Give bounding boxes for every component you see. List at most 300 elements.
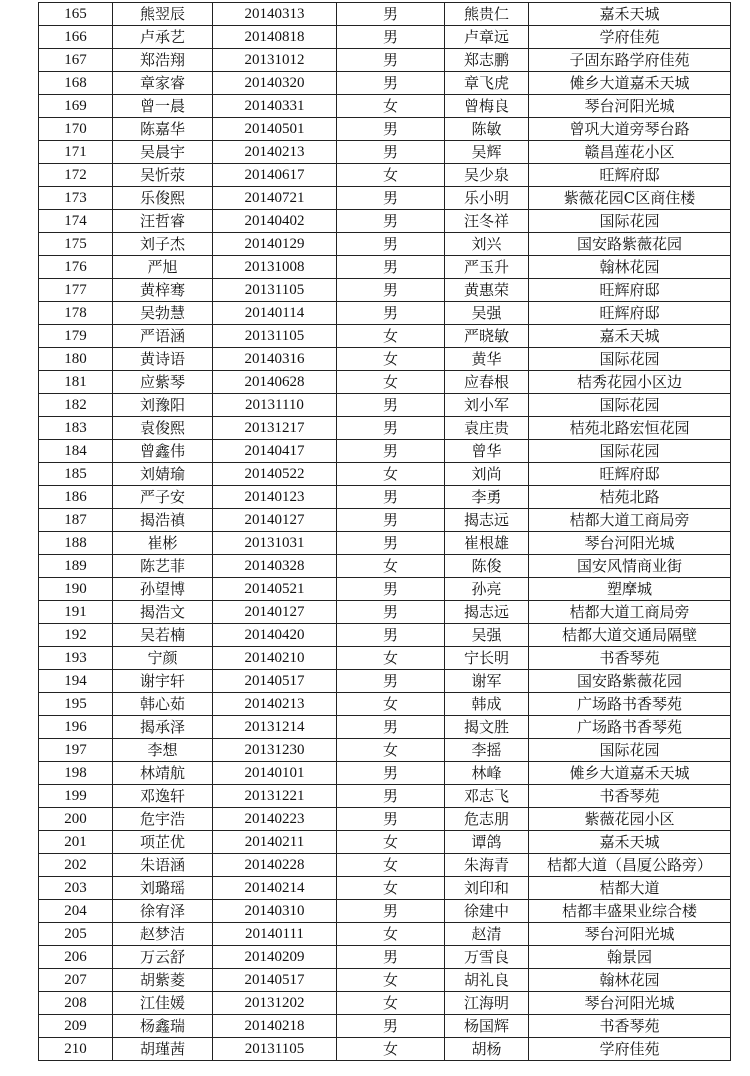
table-row (39, 808, 731, 831)
address-cell: 国安风情商业街 (529, 555, 731, 578)
address-cell: 琴台河阳光城 (529, 532, 731, 555)
gender-cell: 女 (337, 164, 445, 187)
address-cell: 桔都大道 (529, 877, 731, 900)
gender-cell: 男 (337, 1015, 445, 1038)
row-number-cell: 205 (39, 923, 113, 946)
guardian-name-cell: 汪冬祥 (445, 210, 529, 233)
gender-cell: 男 (337, 72, 445, 95)
birth-date-cell: 20140328 (213, 555, 337, 578)
row-number-cell: 187 (39, 509, 113, 532)
birth-date-cell: 20131031 (213, 532, 337, 555)
student-name-cell: 严语涵 (113, 325, 213, 348)
table-row (39, 969, 731, 992)
student-name-cell: 吴忻荥 (113, 164, 213, 187)
gender-cell: 女 (337, 371, 445, 394)
address-cell: 嘉禾天城 (529, 325, 731, 348)
gender-cell: 男 (337, 394, 445, 417)
gender-cell: 男 (337, 716, 445, 739)
gender-cell: 女 (337, 854, 445, 877)
gender-cell: 男 (337, 302, 445, 325)
table-row (39, 3, 731, 26)
table-row (39, 371, 731, 394)
gender-cell: 男 (337, 233, 445, 256)
guardian-name-cell: 揭志远 (445, 601, 529, 624)
guardian-name-cell: 袁庄贵 (445, 417, 529, 440)
student-name-cell: 危宇浩 (113, 808, 213, 831)
birth-date-cell: 20140721 (213, 187, 337, 210)
row-number-cell: 198 (39, 762, 113, 785)
table-row (39, 118, 731, 141)
row-number-cell: 201 (39, 831, 113, 854)
birth-date-cell: 20131105 (213, 1038, 337, 1061)
guardian-name-cell: 胡礼良 (445, 969, 529, 992)
student-name-cell: 汪哲睿 (113, 210, 213, 233)
birth-date-cell: 20140213 (213, 693, 337, 716)
row-number-cell: 182 (39, 394, 113, 417)
address-cell: 广场路书香琴苑 (529, 693, 731, 716)
table-row (39, 348, 731, 371)
address-cell: 子固东路学府佳苑 (529, 49, 731, 72)
table-row (39, 946, 731, 969)
table-row (39, 900, 731, 923)
table-row (39, 256, 731, 279)
table-row (39, 26, 731, 49)
table-row (39, 624, 731, 647)
birth-date-cell: 20131217 (213, 417, 337, 440)
table-row (39, 463, 731, 486)
table-row (39, 233, 731, 256)
birth-date-cell: 20140228 (213, 854, 337, 877)
row-number-cell: 170 (39, 118, 113, 141)
address-cell: 桔苑北路宏恒花园 (529, 417, 731, 440)
table-row (39, 923, 731, 946)
table-row (39, 49, 731, 72)
student-name-cell: 孙望博 (113, 578, 213, 601)
row-number-cell: 178 (39, 302, 113, 325)
student-name-cell: 陈嘉华 (113, 118, 213, 141)
address-cell: 桔都大道（昌厦公路旁） (529, 854, 731, 877)
birth-date-cell: 20140517 (213, 670, 337, 693)
row-number-cell: 196 (39, 716, 113, 739)
row-number-cell: 186 (39, 486, 113, 509)
student-name-cell: 邓逸轩 (113, 785, 213, 808)
row-number-cell: 194 (39, 670, 113, 693)
birth-date-cell: 20140522 (213, 463, 337, 486)
student-name-cell: 谢宇轩 (113, 670, 213, 693)
address-cell: 嘉禾天城 (529, 831, 731, 854)
guardian-name-cell: 熊贵仁 (445, 3, 529, 26)
row-number-cell: 183 (39, 417, 113, 440)
table-row (39, 164, 731, 187)
table-row (39, 877, 731, 900)
guardian-name-cell: 谢军 (445, 670, 529, 693)
table-row (39, 95, 731, 118)
birth-date-cell: 20140316 (213, 348, 337, 371)
address-cell: 翰景园 (529, 946, 731, 969)
gender-cell: 女 (337, 923, 445, 946)
address-cell: 广场路书香琴苑 (529, 716, 731, 739)
row-number-cell: 176 (39, 256, 113, 279)
address-cell: 桔都丰盛果业综合楼 (529, 900, 731, 923)
student-name-cell: 李想 (113, 739, 213, 762)
row-number-cell: 197 (39, 739, 113, 762)
address-cell: 桔都大道工商局旁 (529, 509, 731, 532)
gender-cell: 男 (337, 624, 445, 647)
gender-cell: 女 (337, 325, 445, 348)
table-row (39, 1038, 731, 1061)
birth-date-cell: 20140218 (213, 1015, 337, 1038)
student-name-cell: 章家睿 (113, 72, 213, 95)
student-name-cell: 赵梦洁 (113, 923, 213, 946)
student-name-cell: 陈艺菲 (113, 555, 213, 578)
address-cell: 翰林花园 (529, 256, 731, 279)
row-number-cell: 207 (39, 969, 113, 992)
birth-date-cell: 20131214 (213, 716, 337, 739)
address-cell: 桔秀花园小区边 (529, 371, 731, 394)
guardian-name-cell: 李勇 (445, 486, 529, 509)
birth-date-cell: 20140521 (213, 578, 337, 601)
student-name-cell: 曾鑫伟 (113, 440, 213, 463)
birth-date-cell: 20140209 (213, 946, 337, 969)
guardian-name-cell: 黄惠荣 (445, 279, 529, 302)
gender-cell: 男 (337, 3, 445, 26)
gender-cell: 女 (337, 693, 445, 716)
address-cell: 国际花园 (529, 210, 731, 233)
student-name-cell: 乐俊熙 (113, 187, 213, 210)
row-number-cell: 202 (39, 854, 113, 877)
guardian-name-cell: 徐建中 (445, 900, 529, 923)
student-name-cell: 郑浩翔 (113, 49, 213, 72)
table-row (39, 992, 731, 1015)
gender-cell: 男 (337, 578, 445, 601)
row-number-cell: 166 (39, 26, 113, 49)
guardian-name-cell: 严玉升 (445, 256, 529, 279)
guardian-name-cell: 刘小军 (445, 394, 529, 417)
row-number-cell: 192 (39, 624, 113, 647)
address-cell: 国际花园 (529, 394, 731, 417)
student-name-cell: 揭浩文 (113, 601, 213, 624)
gender-cell: 女 (337, 739, 445, 762)
guardian-name-cell: 应春根 (445, 371, 529, 394)
address-cell: 琴台河阳光城 (529, 95, 731, 118)
gender-cell: 男 (337, 486, 445, 509)
birth-date-cell: 20140628 (213, 371, 337, 394)
address-cell: 紫薇花园小区 (529, 808, 731, 831)
row-number-cell: 195 (39, 693, 113, 716)
birth-date-cell: 20140402 (213, 210, 337, 233)
gender-cell: 男 (337, 210, 445, 233)
gender-cell: 男 (337, 279, 445, 302)
row-number-cell: 169 (39, 95, 113, 118)
row-number-cell: 199 (39, 785, 113, 808)
address-cell: 国际花园 (529, 440, 731, 463)
guardian-name-cell: 邓志飞 (445, 785, 529, 808)
address-cell: 曾巩大道旁琴台路 (529, 118, 731, 141)
birth-date-cell: 20140417 (213, 440, 337, 463)
student-name-cell: 黄诗语 (113, 348, 213, 371)
guardian-name-cell: 谭鸽 (445, 831, 529, 854)
birth-date-cell: 20140223 (213, 808, 337, 831)
table-row (39, 302, 731, 325)
guardian-name-cell: 刘印和 (445, 877, 529, 900)
row-number-cell: 180 (39, 348, 113, 371)
guardian-name-cell: 郑志鹏 (445, 49, 529, 72)
table-row (39, 532, 731, 555)
guardian-name-cell: 吴强 (445, 302, 529, 325)
guardian-name-cell: 朱海青 (445, 854, 529, 877)
row-number-cell: 173 (39, 187, 113, 210)
guardian-name-cell: 陈俊 (445, 555, 529, 578)
birth-date-cell: 20131105 (213, 279, 337, 302)
birth-date-cell: 20131105 (213, 325, 337, 348)
student-name-cell: 刘子杰 (113, 233, 213, 256)
guardian-name-cell: 韩成 (445, 693, 529, 716)
guardian-name-cell: 杨国辉 (445, 1015, 529, 1038)
address-cell: 塑摩城 (529, 578, 731, 601)
birth-date-cell: 20131221 (213, 785, 337, 808)
student-name-cell: 崔彬 (113, 532, 213, 555)
student-name-cell: 揭承泽 (113, 716, 213, 739)
birth-date-cell: 20140127 (213, 601, 337, 624)
gender-cell: 女 (337, 348, 445, 371)
birth-date-cell: 20140617 (213, 164, 337, 187)
gender-cell: 男 (337, 785, 445, 808)
guardian-name-cell: 黄华 (445, 348, 529, 371)
guardian-name-cell: 江海明 (445, 992, 529, 1015)
table-row (39, 762, 731, 785)
gender-cell: 女 (337, 1038, 445, 1061)
student-name-cell: 刘婧瑜 (113, 463, 213, 486)
student-name-cell: 吴晨宇 (113, 141, 213, 164)
student-name-cell: 严旭 (113, 256, 213, 279)
gender-cell: 男 (337, 601, 445, 624)
student-name-cell: 熊翌辰 (113, 3, 213, 26)
table-row (39, 716, 731, 739)
student-name-cell: 胡紫菱 (113, 969, 213, 992)
row-number-cell: 210 (39, 1038, 113, 1061)
gender-cell: 女 (337, 831, 445, 854)
row-number-cell: 171 (39, 141, 113, 164)
address-cell: 傩乡大道嘉禾天城 (529, 762, 731, 785)
guardian-name-cell: 刘尚 (445, 463, 529, 486)
birth-date-cell: 20131230 (213, 739, 337, 762)
row-number-cell: 191 (39, 601, 113, 624)
table-row (39, 279, 731, 302)
table-row (39, 509, 731, 532)
birth-date-cell: 20140129 (213, 233, 337, 256)
guardian-name-cell: 崔根雄 (445, 532, 529, 555)
table-row (39, 187, 731, 210)
student-name-cell: 袁俊熙 (113, 417, 213, 440)
address-cell: 嘉禾天城 (529, 3, 731, 26)
guardian-name-cell: 曾梅良 (445, 95, 529, 118)
student-name-cell: 吴勃慧 (113, 302, 213, 325)
row-number-cell: 177 (39, 279, 113, 302)
table-row (39, 670, 731, 693)
row-number-cell: 184 (39, 440, 113, 463)
table-row (39, 141, 731, 164)
table-row (39, 555, 731, 578)
student-name-cell: 宁颜 (113, 647, 213, 670)
birth-date-cell: 20140101 (213, 762, 337, 785)
address-cell: 旺辉府邸 (529, 164, 731, 187)
birth-date-cell: 20140313 (213, 3, 337, 26)
gender-cell: 女 (337, 95, 445, 118)
address-cell: 国安路紫薇花园 (529, 670, 731, 693)
address-cell: 赣昌莲花小区 (529, 141, 731, 164)
student-name-cell: 杨鑫瑞 (113, 1015, 213, 1038)
table-row (39, 210, 731, 233)
address-cell: 琴台河阳光城 (529, 923, 731, 946)
table-row (39, 440, 731, 463)
address-cell: 桔都大道工商局旁 (529, 601, 731, 624)
row-number-cell: 179 (39, 325, 113, 348)
table-row (39, 394, 731, 417)
address-cell: 学府佳苑 (529, 26, 731, 49)
birth-date-cell: 20131012 (213, 49, 337, 72)
guardian-name-cell: 孙亮 (445, 578, 529, 601)
birth-date-cell: 20140211 (213, 831, 337, 854)
table-row (39, 1015, 731, 1038)
table-row (39, 601, 731, 624)
address-cell: 国际花园 (529, 739, 731, 762)
student-name-cell: 刘璐瑶 (113, 877, 213, 900)
address-cell: 旺辉府邸 (529, 302, 731, 325)
address-cell: 桔苑北路 (529, 486, 731, 509)
birth-date-cell: 20140111 (213, 923, 337, 946)
gender-cell: 女 (337, 992, 445, 1015)
gender-cell: 女 (337, 555, 445, 578)
birth-date-cell: 20140114 (213, 302, 337, 325)
birth-date-cell: 20140310 (213, 900, 337, 923)
row-number-cell: 208 (39, 992, 113, 1015)
guardian-name-cell: 揭文胜 (445, 716, 529, 739)
row-number-cell: 206 (39, 946, 113, 969)
student-name-cell: 林靖航 (113, 762, 213, 785)
gender-cell: 男 (337, 49, 445, 72)
table-row (39, 578, 731, 601)
birth-date-cell: 20140331 (213, 95, 337, 118)
guardian-name-cell: 刘兴 (445, 233, 529, 256)
student-name-cell: 韩心茹 (113, 693, 213, 716)
birth-date-cell: 20140123 (213, 486, 337, 509)
table-row (39, 486, 731, 509)
row-number-cell: 172 (39, 164, 113, 187)
birth-date-cell: 20131008 (213, 256, 337, 279)
student-name-cell: 项芷优 (113, 831, 213, 854)
address-cell: 紫薇花园C区商住楼 (529, 187, 731, 210)
student-name-cell: 黄梓骞 (113, 279, 213, 302)
gender-cell: 男 (337, 26, 445, 49)
guardian-name-cell: 曾华 (445, 440, 529, 463)
birth-date-cell: 20140214 (213, 877, 337, 900)
guardian-name-cell: 吴强 (445, 624, 529, 647)
gender-cell: 女 (337, 969, 445, 992)
address-cell: 桔都大道交通局隔壁 (529, 624, 731, 647)
gender-cell: 男 (337, 440, 445, 463)
guardian-name-cell: 林峰 (445, 762, 529, 785)
address-cell: 翰林花园 (529, 969, 731, 992)
guardian-name-cell: 李摇 (445, 739, 529, 762)
student-name-cell: 江佳媛 (113, 992, 213, 1015)
row-number-cell: 185 (39, 463, 113, 486)
address-cell: 琴台河阳光城 (529, 992, 731, 1015)
student-name-cell: 万云舒 (113, 946, 213, 969)
row-number-cell: 174 (39, 210, 113, 233)
student-name-cell: 胡瑾茜 (113, 1038, 213, 1061)
gender-cell: 男 (337, 509, 445, 532)
row-number-cell: 189 (39, 555, 113, 578)
gender-cell: 男 (337, 808, 445, 831)
row-number-cell: 168 (39, 72, 113, 95)
guardian-name-cell: 宁长明 (445, 647, 529, 670)
address-cell: 国际花园 (529, 348, 731, 371)
guardian-name-cell: 严晓敏 (445, 325, 529, 348)
gender-cell: 男 (337, 141, 445, 164)
table-row (39, 325, 731, 348)
address-cell: 书香琴苑 (529, 785, 731, 808)
gender-cell: 男 (337, 670, 445, 693)
table-row (39, 647, 731, 670)
student-name-cell: 卢承艺 (113, 26, 213, 49)
gender-cell: 男 (337, 417, 445, 440)
birth-date-cell: 20140420 (213, 624, 337, 647)
guardian-name-cell: 万雪良 (445, 946, 529, 969)
birth-date-cell: 20140213 (213, 141, 337, 164)
row-number-cell: 209 (39, 1015, 113, 1038)
guardian-name-cell: 章飞虎 (445, 72, 529, 95)
row-number-cell: 175 (39, 233, 113, 256)
guardian-name-cell: 吴少泉 (445, 164, 529, 187)
table-row (39, 72, 731, 95)
student-name-cell: 吴若楠 (113, 624, 213, 647)
gender-cell: 男 (337, 762, 445, 785)
student-name-cell: 朱语涵 (113, 854, 213, 877)
address-cell: 旺辉府邸 (529, 279, 731, 302)
row-number-cell: 204 (39, 900, 113, 923)
gender-cell: 男 (337, 256, 445, 279)
row-number-cell: 188 (39, 532, 113, 555)
birth-date-cell: 20131202 (213, 992, 337, 1015)
gender-cell: 女 (337, 463, 445, 486)
address-cell: 旺辉府邸 (529, 463, 731, 486)
address-cell: 国安路紫薇花园 (529, 233, 731, 256)
guardian-name-cell: 赵清 (445, 923, 529, 946)
table-body (39, 3, 731, 1061)
birth-date-cell: 20140210 (213, 647, 337, 670)
gender-cell: 男 (337, 118, 445, 141)
birth-date-cell: 20131110 (213, 394, 337, 417)
student-name-cell: 严子安 (113, 486, 213, 509)
student-name-cell: 揭浩禛 (113, 509, 213, 532)
birth-date-cell: 20140818 (213, 26, 337, 49)
guardian-name-cell: 吴辉 (445, 141, 529, 164)
row-number-cell: 181 (39, 371, 113, 394)
birth-date-cell: 20140517 (213, 969, 337, 992)
row-number-cell: 165 (39, 3, 113, 26)
table-row (39, 417, 731, 440)
address-cell: 傩乡大道嘉禾天城 (529, 72, 731, 95)
address-cell: 书香琴苑 (529, 647, 731, 670)
gender-cell: 女 (337, 877, 445, 900)
birth-date-cell: 20140320 (213, 72, 337, 95)
guardian-name-cell: 危志朋 (445, 808, 529, 831)
table-row (39, 785, 731, 808)
student-name-cell: 应紫琴 (113, 371, 213, 394)
table-row (39, 831, 731, 854)
student-roster-table (38, 2, 730, 1061)
row-number-cell: 167 (39, 49, 113, 72)
